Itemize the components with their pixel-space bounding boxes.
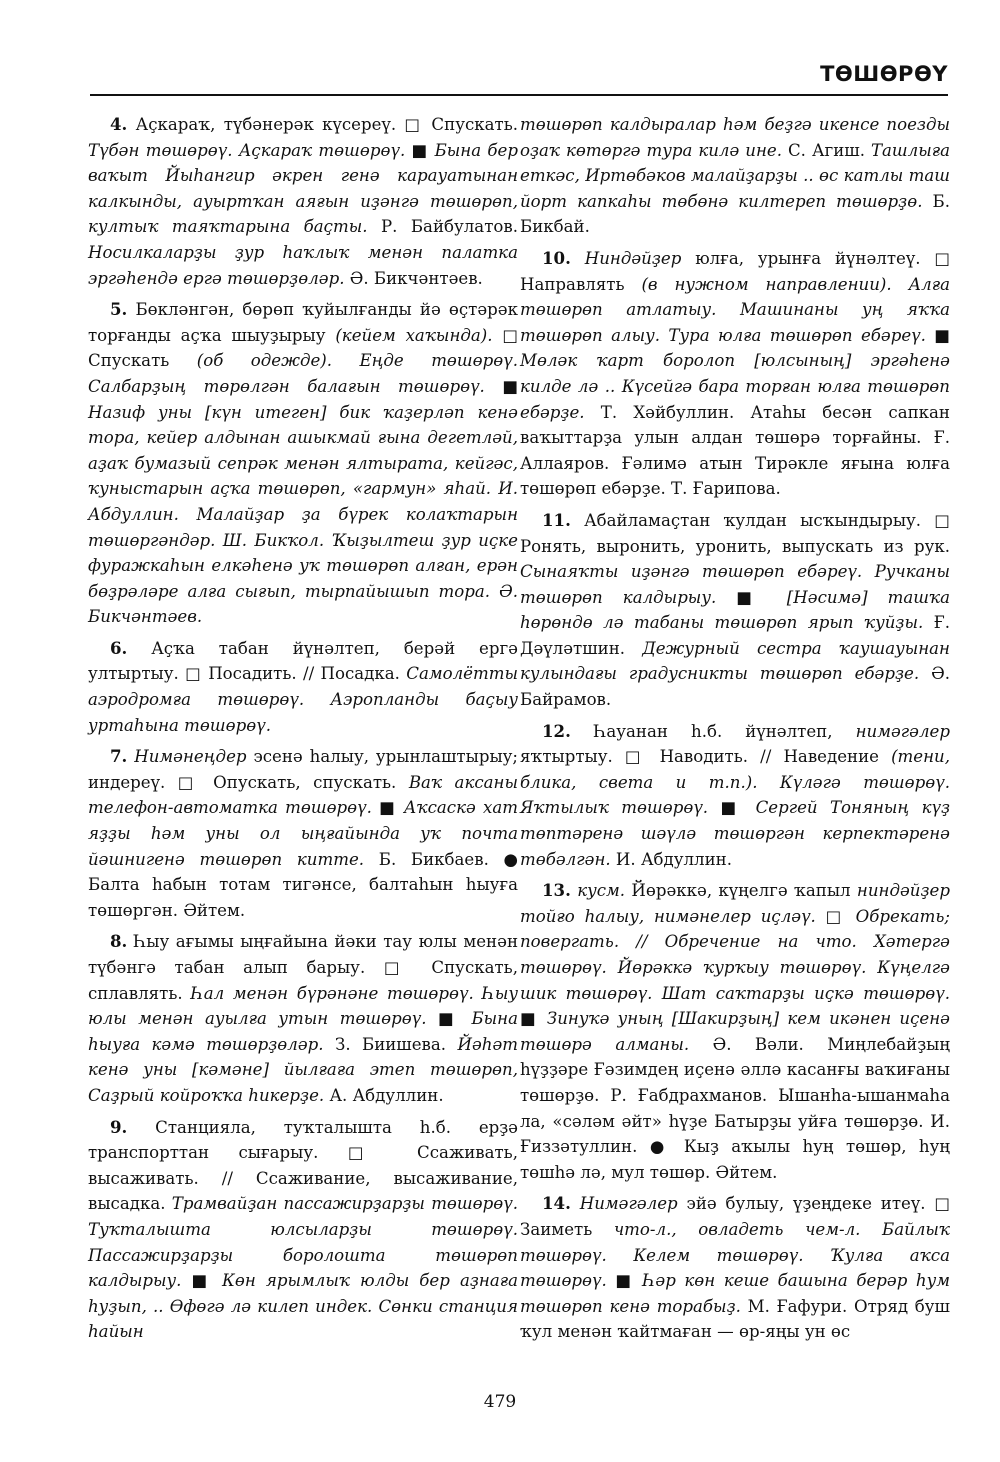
sense-source: Ә. Бикчәнтәев.	[344, 268, 483, 288]
sense-number: 9.	[110, 1116, 128, 1137]
sense-entry	[88, 112, 518, 291]
sense-number: 11.	[542, 509, 571, 530]
sense-examples: Ташлыға еткәс, Иртөбәков малайҙарҙы .. өс катлы таш йорт капкаһы төбөнә килтереп төшөрҙө.	[520, 140, 950, 211]
sense-examples: (в нужном направлении). Алға төшөрөп атлатыу. Машинаны уң яҡҡа төшөрөп алыу. Тура юлға төшөрөп ебәреү. ■ Мөләк ҡарт боролоп [юлсының] эргәһенә килде лә .. Күсейгә бара торған юлға төшөрөп ебәрҙе.	[520, 274, 950, 422]
sense-definition: Һауанан һ.б. йүнәлтеп,	[570, 721, 856, 741]
sense-entry	[520, 508, 950, 713]
sense-entry	[520, 1191, 950, 1345]
sense-examples: Дежурный сестра ҡаушауынан кулындағы градусникты төшөрөп ебәрҙе.	[520, 638, 950, 684]
sense-definition: Аҫкараҡ, түбәнерәк күсереү. □ Спускать.	[127, 115, 518, 134]
sense-entry	[88, 929, 518, 1108]
sense-source: Р. Байбулатов.	[367, 217, 518, 237]
sense-number: 12.	[542, 720, 571, 741]
sense-entry	[88, 636, 518, 738]
sense-examples: Носилкаларҙы ҙур һаҡлыҡ менән палатка эргәһендә ергә төшөрҙөләр.	[88, 242, 518, 288]
sense-examples: Ваҡ аксаны телефон-автоматка төшөрөү. ■ Аҡсаскә хат яҙҙы һәм уны ол ыңғайында уҡ почта йәшнигенә төшөрөп китте.	[88, 772, 518, 869]
sense-examples: Самолётты аэродромға төшөрөү. Аэропланды баҫыу уртаһына төшөрөү.	[88, 664, 518, 735]
sense-entry	[520, 246, 950, 502]
sense-source: И. Абдуллин.	[610, 849, 732, 869]
sense-definition: Станцияла, туҡталышта һ.б. ерҙә транспорттан сығарыу. □ Ссаживать, высаживать. // Ссаживание, высаживание, высадка.	[88, 1117, 518, 1214]
sense-entry-continuation	[520, 112, 950, 240]
sense-definition: Йөрәккә, күңелгә ҡапыл	[625, 881, 857, 901]
sense-examples: Нимәгәлер	[579, 1194, 678, 1214]
sense-label: кусм.	[577, 881, 626, 901]
sense-source: А. Абдуллин.	[324, 1085, 444, 1105]
sense-source: Ғ. Дәүләтшин.	[520, 613, 950, 658]
sense-definition: Абайламаҫтан ҡулдан ысҡындырыу. □ Ронять, выронить, уронить, выпускать из рук.	[520, 510, 950, 556]
header-headword: ТӨШӨРӨҮ	[820, 62, 948, 86]
sense-examples: (тени, блика, света и т.п.). Күләгә төшөрөү. Яҡтылыҡ төшөрөү. ■ Сергей Тоняның күҙ төптәренә шәүлә төшөргән керпектәренә төбәлгән.	[520, 747, 950, 869]
sense-definition: Бөкләнгән, бөрөп ҡуйылғанды йә өҫтәрәк торғанды аҫҡа шыуҙырыу	[88, 300, 518, 345]
sense-examples: Ниндәйҙер	[584, 248, 682, 268]
sense-entry	[520, 878, 950, 1185]
sense-definition: яҡтыртыу. □ Наводить. // Наведение	[520, 747, 892, 767]
sense-entry	[88, 1115, 518, 1345]
sense-examples: (об одежде). Еңде төшөрөү. Салбарҙың төрөлгән балағын төшөрөү. ■ Назиф уны [күн итеген] бик ҡаҙерләп кенә тора, кейер алдынан ашыкмай ғына дегетләй, аҙаҡ бумазый сепрәк менән ялтырата, кейгәс, ҡуныстарын аҫҡа төшөрөп, «гармун» яһай.	[88, 351, 518, 499]
sense-examples: төшөрөп калдыралар һәм беҙгә икенсе поезды оҙаҡ көтөргә тура килә ине.	[520, 115, 950, 160]
sense-number: 4.	[110, 114, 128, 134]
sense-source: □ Спускать	[88, 325, 518, 371]
sense-number: 7.	[110, 746, 128, 767]
sense-entry	[520, 719, 950, 873]
sense-definition: эсенә һалыу, урынлаштырыу; индереү. □ Опускать, спускать.	[88, 747, 519, 792]
sense-definition: юлға, урынға йүнәлтеү. □ Направлять	[520, 248, 950, 294]
sense-source: Ә. Вәли. Миңлебайҙың һүҙҙәре Ғәзимдең иҫенә әллә касанғы ваҡиғаны төшөрҙө. Р. Ғабдрахманов. Ышанһа-ышанмаһа ла, «сәләм әйт» һүҙе Батырҙы уйға төшөрҙө. И. Ғиззәтуллин. ● Кыҙ аҡылы һуң төшөр, һуң төшһә лә, мул төшөр. Әйтем.	[520, 1034, 950, 1182]
sense-number: 6.	[110, 637, 128, 658]
running-header	[90, 58, 948, 96]
sense-number: 10.	[542, 247, 571, 268]
sense-examples: (кейем хаҡында).	[335, 325, 493, 345]
right-column	[520, 112, 950, 1351]
sense-examples: Һал менән бүрәнәне төшөрөү. Һыу юлы менән ауылға утын төшөрөү. ■ Бына һыуға кәмә төшөрҙөләр.	[88, 983, 518, 1054]
sense-source: Б. Бикбаев. ● Балта һабын тотам тигәнсе, балтаһын һыуға төшөргән. Әйтем.	[88, 849, 518, 920]
sense-number: 13.	[542, 880, 571, 901]
sense-source: С. Агиш.	[782, 140, 871, 160]
sense-definition	[571, 1194, 580, 1213]
sense-source: Ә. Байрамов.	[520, 664, 950, 710]
sense-examples: Йәһәт кенә уны [кәмәне] йылғаға этеп төшөрөп, Саҙрый койроҡҡа һикерҙе.	[88, 1034, 519, 1105]
sense-source: З. Биишева.	[323, 1034, 458, 1054]
sense-examples: нимәгәлер	[855, 721, 950, 741]
sense-examples: Нимәнеңдер	[134, 747, 247, 767]
sense-source: М. Ғафури. Отряд буш ҡул менән ҡайтмаған — өр-яңы ун өс	[520, 1296, 950, 1342]
sense-number: 5.	[110, 299, 128, 320]
left-column	[88, 112, 518, 1351]
sense-examples: ниндәйҙер тойғо һалыу, нимәнелер иҫләү. □ Обрекать; повергать. // Обречение на что. Хәтергә төшөрөү. Йөрәккә ҡурҡыу төшөрөү. Күңелгә шик төшөрөү. Шат саҡтарҙы иҫкә төшөрөү. ■ Зинуҡә уның [Шакирҙың] кем икәнен иҫенә төшөрә алманы.	[520, 881, 950, 1054]
sense-entry	[88, 744, 518, 923]
sense-definition: Аҫҡа табан йүнәлтеп, берәй ергә ултыртыу. □ Посадить. // Посадка.	[88, 638, 518, 684]
sense-definition	[571, 249, 585, 268]
sense-definition: Һыу ағымы ыңғайына йәки тау юлы менән түбәнгә табан алып барыу. □ Спускать, сплавлять.	[88, 932, 518, 1003]
sense-definition: эйә булыу, үҙеңдеке итеү. □ Заиметь	[520, 1194, 950, 1239]
sense-source: Т. Хәйбуллин. Атаһы бесән сапкан ваҡыттарҙа улын алдан төшөрә торғайны. Ғ. Аллаяров. Ғәлимә атын Тирәкле яғына юлға төшөрөп ебәрҙе. Т. Ғарипова.	[520, 402, 950, 499]
sense-source: Б. Бикбай.	[520, 191, 950, 237]
sense-examples: Түбән төшөрөү. Аҫкараҡ төшөрөү. ■ Бына бер ваҡыт Йыһангир әкрен генә карауатынан калкынды, ауыртҡан аяғын иҙәнгә төшөрөп, култыҡ таяҡтарына баҫты.	[88, 140, 518, 237]
page-number: 479	[483, 1392, 517, 1412]
sense-entry	[88, 297, 518, 630]
sense-examples: Трамвайҙан пассажирҙарҙы төшөрөү. Туҡталышта юлсыларҙы төшөрөү. Пассажирҙарҙы боролошта төшөрөп калдырыу. ■ Көн ярымлыҡ юлды бер аҙнаға һуҙып, .. Өфөгә лә килеп индек. Сөнки станция һайын	[88, 1194, 518, 1342]
sense-number: 8.	[110, 931, 128, 952]
sense-number: 14.	[542, 1193, 571, 1214]
sense-examples: что-л., овладеть чем-л. Байлыҡ төшөрөү. Келем төшөрөү. Ҡулға аҡса төшөрөү. ■ Һәр көн кеше башына берәр һум төшөрөп кенә торабыҙ.	[520, 1219, 950, 1316]
sense-examples: Сынаяҡты иҙәнгә төшөрөп ебәреү. Ручканы төшөрөп калдырыу. ■ [Нәсимә] ташҡа һөрөндө лә табаны төшөрөп ярып ҡуйҙы.	[520, 562, 950, 633]
sense-source: И. Абдуллин. Малайҙар ҙа бүрек колаҡтарын төшөргәндәр. Ш. Бикҡол. Ҡыҙылтеш ҙур иҫке фуражкаһын елкәһенә уҡ төшөрөп алған, ерән бөҙрәләре алға сығып, тырпайышып тора. Ә. Бикчәнтәев.	[88, 479, 518, 627]
